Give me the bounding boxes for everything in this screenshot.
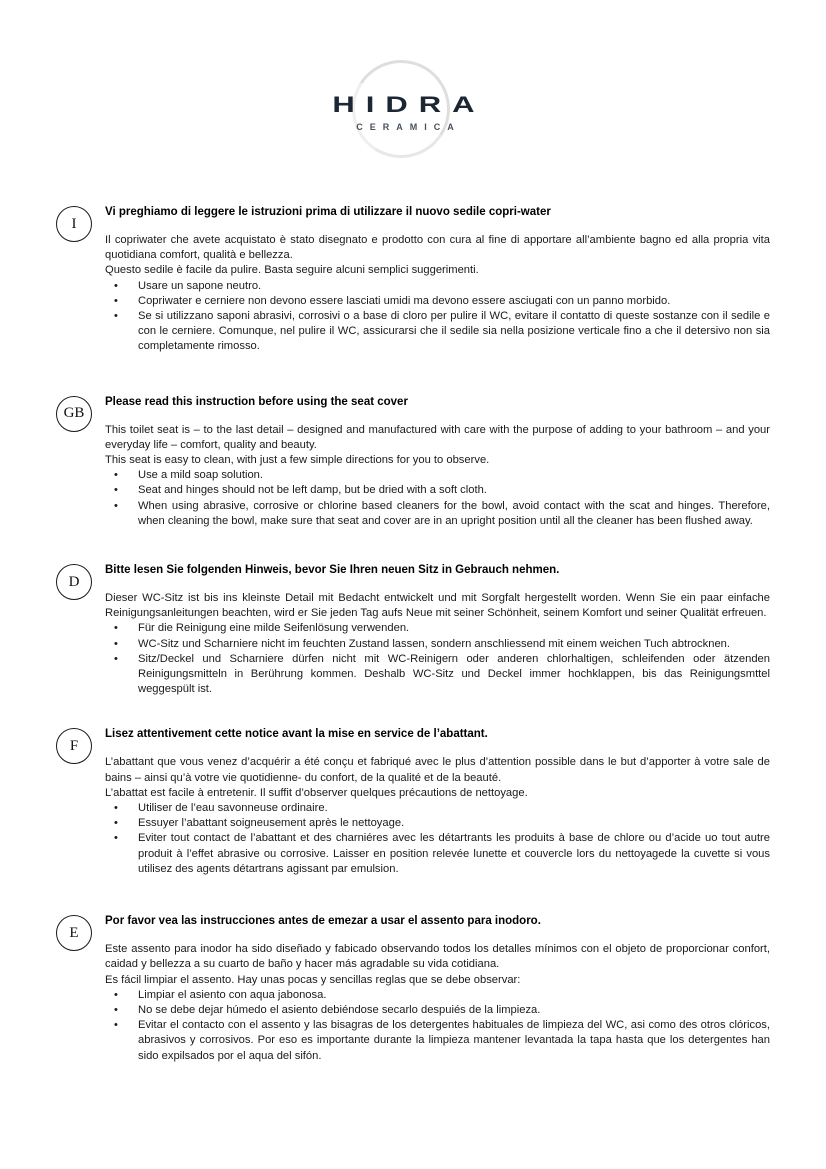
language-badge-d <box>56 564 92 600</box>
section-paragraph: This toilet seat is – to the last detail – designed and manufactured with care with the purpose of adding to your bathroom – and your everyday life – comfort, quality and beauty. <box>105 423 770 451</box>
bullet-item: • Use a mild soap solution. <box>105 468 770 483</box>
language-code: I <box>71 215 77 232</box>
section-heading: Por favor vea las instrucciones antes de emezar a usar el assento para inodoro. <box>105 915 541 928</box>
language-badge-f <box>56 728 92 764</box>
section-content <box>105 563 770 697</box>
bullet-item: • Usare un sapone neutro. <box>105 279 770 294</box>
bullet-item: • When using abrasive, corrosive or chlorine based cleaners for the bowl, avoid contact with the scat and hinges. Therefore, when cleaning the bowl, make sure that seat and cover are in an upright position until all the cleaner has been flushed away. <box>105 499 770 529</box>
brand-name: HIDRA <box>332 92 486 118</box>
section-content <box>105 914 770 1064</box>
brand-logo <box>310 58 500 163</box>
bullet-list <box>105 621 770 697</box>
language-code: E <box>69 924 79 941</box>
section-paragraph: This seat is easy to clean, with just a few simple directions for you to observe. <box>105 454 490 467</box>
section-heading: Bitte lesen Sie folgenden Hinweis, bevor Sie Ihren neuen Sitz in Gebrauch nehmen. <box>105 564 560 577</box>
section-paragraph: Il copriwater che avete acquistato è stato disegnato e prodotto con cura al fine di apportare all’ambiente bagno ed alla propria vita quotidiana comfort, qualità e bellezza. <box>105 234 770 262</box>
language-badge-e <box>56 915 92 951</box>
language-badge-i <box>56 206 92 242</box>
bullet-item: • Utiliser de l’eau savonneuse ordinaire. <box>105 801 770 816</box>
bullet-item: • Seat and hinges should not be left damp, but be dried with a soft cloth. <box>105 483 770 498</box>
section-english <box>0 395 826 529</box>
section-italian <box>0 205 826 355</box>
language-sections <box>0 205 826 1064</box>
section-paragraph: L’abattant que vous venez d’acquérir a été conçu et fabriqué avec le plus d’attention possible dans le but d’apporter à votre sale de bains – ainsi qu’à votre vie quotidienne- du confort, de la qualité et de la beauté. <box>105 756 770 784</box>
language-code: GB <box>63 405 85 422</box>
bullet-item: • Evitar el contacto con el assento y las bisagras de los detergentes habituales de limpieza del WC, asi como des otros clóricos, abrasivos y corrosivos. Por eso es importante durante la limpieza mantener levantada la tapa hasta que los detergentes han sido expilsados por el aqua del sifón. <box>105 1018 770 1064</box>
section-paragraph: Este assento para inodor ha sido diseñado y fabicado observando todos los detalles mínimos con el objeto de proporcionar confort, caidad y bellezza a su cuarto de baño y hacer más agradable su vida cotidiana. <box>105 943 770 971</box>
section-german <box>0 563 826 697</box>
section-paragraph: L’abattat est facile à entretenir. Il suffit d’observer quelques précautions de nettoyage. <box>105 786 528 799</box>
section-content <box>105 205 770 355</box>
bullet-list <box>105 468 770 529</box>
section-heading: Vi preghiamo di leggere le istruzioni prima di utilizzare il nuovo sedile copri-water <box>105 206 551 218</box>
language-code: D <box>68 573 80 590</box>
bullet-item: • Sitz/Deckel und Scharniere dürfen nicht mit WC-Reinigern oder anderen chlorhaltigen, schleifenden oder ätzenden Reinigungsmitteln in Berührung kommen. Deshalb WC-Sitz und Deckel immer hochklappen, bis das Reinigungsmttel weggespült ist. <box>105 652 770 698</box>
brand-subtitle: CERAMICA <box>356 122 461 132</box>
bullet-item: • WC-Sitz und Scharniere nicht im feuchten Zustand lassen, sondern anschliessend mit einem weichen Tuch abtrocknen. <box>105 637 770 652</box>
bullet-list <box>105 988 770 1064</box>
bullet-item: • Essuyer l’abattant soigneusement après le nettoyage. <box>105 816 770 831</box>
section-paragraph: Questo sedile è facile da pulire. Basta seguire alcuni semplici suggerimenti. <box>105 264 479 277</box>
language-code: F <box>69 737 79 754</box>
bullet-list <box>105 279 770 355</box>
section-heading: Lisez attentivement cette notice avant la mise en service de l’abattant. <box>105 728 488 741</box>
section-paragraph: Dieser WC-Sitz ist bis ins kleinste Detail mit Bedacht entwickelt und mit Sorgfalt hergestellt worden. Wenn Sie ein paar einfache Reinigungsanleitungen beachten, wird er Sie jeden Tag aufs Neue mit seiner Schönheit, seinem Komfort und seiner Qualität erfreuen. <box>105 592 770 620</box>
section-heading: Please read this instruction before using the seat cover <box>105 395 408 408</box>
section-spanish <box>0 914 826 1064</box>
language-badge-gb <box>56 396 92 432</box>
bullet-item: • Eviter tout contact de l’abattant et des charniéres avec les détartrants les produits à base de chlore ou d’acide uo tout autre produit à l’effet abrasive ou corrosive. Laisser en position relevée lunette et couvercle lors du nettoyagede la cuvette si vous utilisez des agents détartrans agissant par emulsion. <box>105 831 770 877</box>
section-paragraph: Es fácil limpiar el assento. Hay unas pocas y sencillas reglas que se debe observar: <box>105 973 521 986</box>
section-french <box>0 727 826 877</box>
bullet-list <box>105 801 770 877</box>
bullet-item: • Se si utilizzano saponi abrasivi, corrosivi o a base di cloro per pulire il WC, evitare il contatto di queste sostanze con il sedile e con le cerniere. Comunque, nel pulire il WC, assicurarsi che il sedile sia nella posizione verticale fino a che il detersivo non sia completamente rimosso. <box>105 309 770 355</box>
bullet-item: • No se debe dejar húmedo el asiento debiéndose secarlo despuiés de la limpieza. <box>105 1003 770 1018</box>
section-content <box>105 727 770 877</box>
bullet-item: • Limpiar el asiento con aqua jabonosa. <box>105 988 770 1003</box>
bullet-item: • Für die Reinigung eine milde Seifenlösung verwenden. <box>105 621 770 636</box>
section-content <box>105 395 770 529</box>
bullet-item: • Copriwater e cerniere non devono essere lasciati umidi ma devono essere asciugati con un panno morbido. <box>105 294 770 309</box>
